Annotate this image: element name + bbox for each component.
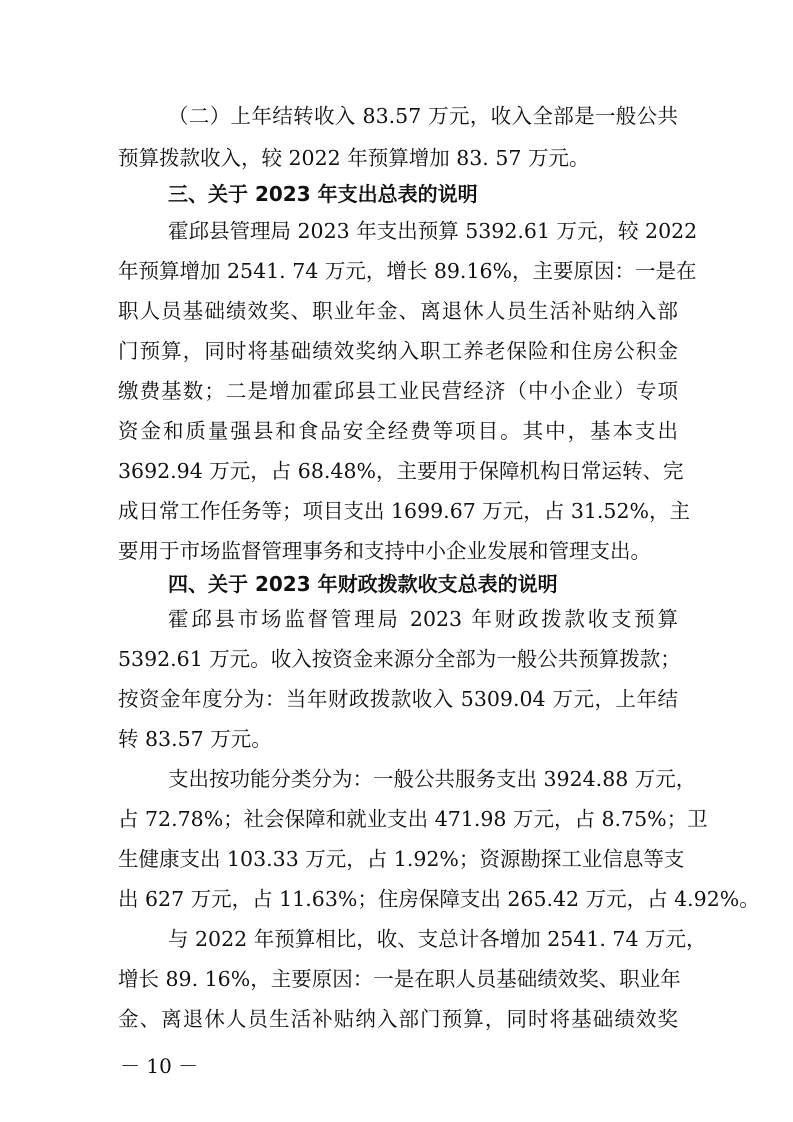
paragraph-line: 出 627 万元，占 11.63%；住房保障支出 265.42 万元，占 4.92%。: [118, 887, 760, 911]
paragraph-line: 资金和质量强县和食品安全经费等项目。其中，基本支出: [118, 419, 678, 443]
page-number: － 10 －: [120, 1054, 199, 1078]
paragraph-line: 霍邱县管理局 2023 年支出预算 5392.61 万元，较 2022: [168, 219, 698, 243]
paragraph-line: 占 72.78%；社会保障和就业支出 471.98 万元，占 8.75%；卫: [118, 807, 708, 831]
paragraph-line: （二）上年结转收入 83.57 万元，收入全部是一般公共: [168, 104, 678, 128]
paragraph-line: 按资金年度分为：当年财政拨款收入 5309.04 万元，上年结: [118, 687, 678, 711]
paragraph-line: 缴费基数；二是增加霍邱县工业民营经济（中小企业）专项: [118, 379, 678, 403]
section-heading: 四、关于 2023 年财政拨款收支总表的说明: [168, 572, 558, 596]
paragraph-line: 生健康支出 103.33 万元，占 1.92%；资源勘探工业信息等支: [118, 847, 685, 871]
paragraph-line: 要用于市场监督管理事务和支持中小企业发展和管理支出。: [118, 539, 651, 563]
paragraph-line: 转 83.57 万元。: [118, 727, 272, 751]
paragraph-line: 预算拨款收入，较 2022 年预算增加 83. 57 万元。: [118, 146, 590, 170]
paragraph-line: 门预算，同时将基础绩效奖纳入职工养老保险和住房公积金: [118, 339, 678, 363]
paragraph-line: 金、离退休人员生活补贴纳入部门预算，同时将基础绩效奖: [118, 1007, 678, 1031]
paragraph-line: 成日常工作任务等；项目支出 1699.67 万元，占 31.52%，主: [118, 499, 690, 523]
section-heading: 三、关于 2023 年支出总表的说明: [168, 182, 478, 206]
paragraph-line: 增长 89. 16%，主要原因：一是在职人员基础绩效奖、职业年: [118, 967, 681, 991]
paragraph-line: 年预算增加 2541. 74 万元，增长 89.16%，主要原因：一是在: [118, 259, 697, 283]
paragraph-line: 霍邱县市场监督管理局 2023 年财政拨款收支预算: [168, 607, 678, 631]
paragraph-line: 3692.94 万元，占 68.48%，主要用于保障机构日常运转、完: [118, 459, 684, 483]
paragraph-line: 职人员基础绩效奖、职业年金、离退休人员生活补贴纳入部: [118, 299, 678, 323]
paragraph-line: 5392.61 万元。收入按资金来源分全部为一般公共预算拨款；: [118, 647, 681, 671]
paragraph-line: 与 2022 年预算相比，收、支总计各增加 2541. 74 万元，: [168, 927, 707, 951]
paragraph-line: 支出按功能分类分为：一般公共服务支出 3924.88 万元，: [168, 767, 697, 791]
